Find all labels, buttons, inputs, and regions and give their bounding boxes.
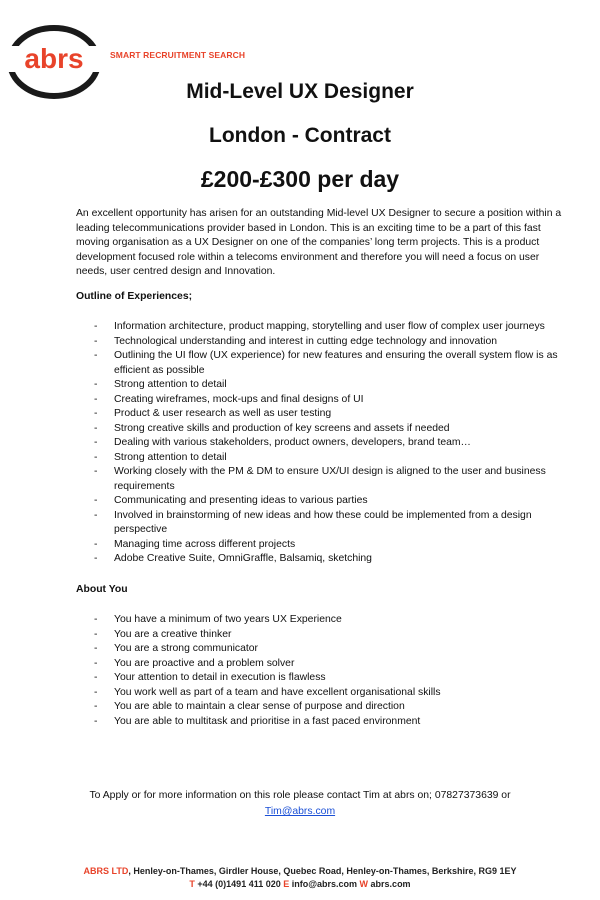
list-item: - Technological understanding and interest in cutting edge technology and innovation	[76, 335, 570, 350]
footer-email-label: E	[283, 879, 290, 889]
job-location: London - Contract	[209, 124, 391, 147]
list-item: - You are a strong communicator	[76, 642, 570, 657]
apply-section	[60, 788, 540, 820]
logo-wordmark: abrs	[24, 43, 84, 74]
list-item: - Product & user research as well as user testing	[76, 407, 570, 422]
job-rate: £200-£300 per day	[200, 166, 400, 192]
job-title: Mid-Level UX Designer	[186, 80, 414, 103]
list-item: - Outlining the UI flow (UX experience) for new features and ensuring the overall system flow is as efficient as possible	[76, 349, 570, 378]
list-item: - Your attention to detail in execution is flawless	[76, 671, 570, 686]
list-item: - Information architecture, product mapping, storytelling and user flow of complex user journeys	[76, 320, 570, 335]
list-item: - Communicating and presenting ideas to various parties	[76, 494, 570, 509]
footer-address-line	[0, 866, 600, 876]
list-item: - Working closely with the PM & DM to ensure UX/UI design is aligned to the user and business requirements	[76, 465, 570, 494]
footer-company: ABRS LTD	[83, 866, 129, 876]
apply-text: To Apply or for more information on this role please contact Tim at abrs on; 07827373639 or	[89, 790, 511, 801]
footer-phone: +44 (0)1491 411 020	[194, 879, 284, 889]
list-item: - Strong attention to detail	[76, 451, 570, 466]
about-list	[76, 613, 570, 729]
list-item: - You work well as part of a team and have excellent organisational skills	[76, 686, 570, 701]
footer-web: abrs.com	[368, 879, 411, 889]
footer-address: , Henley-on-Thames, Girdler House, Quebec Road, Henley-on-Thames, Berkshire, RG9 1EY	[128, 866, 517, 876]
logo-tagline: SMART RECRUITMENT SEARCH	[110, 50, 246, 60]
footer-web-label: W	[359, 879, 369, 889]
contact-email-link[interactable]: Tim@abrs.com	[264, 806, 336, 817]
intro-paragraph: An excellent opportunity has arisen for an outstanding Mid-level UX Designer to secure a position within a leading telecommunications provider based in London. This is an exciting time to be a part of this fast moving organisation as a UX Designer on one of the companies’ long term projects. This is a product development focused role within a telecoms environment and therefore you will need a focus on user needs, user centred design and Innovation.	[76, 208, 562, 277]
list-item: - Strong attention to detail	[76, 378, 570, 393]
list-item: - Strong creative skills and production of key screens and assets if needed	[76, 422, 570, 437]
list-item: - Dealing with various stakeholders, product owners, developers, brand team…	[76, 436, 570, 451]
list-item: - You are proactive and a problem solver	[76, 657, 570, 672]
list-item: - Creating wireframes, mock-ups and final designs of UI	[76, 393, 570, 408]
outline-list	[76, 320, 570, 567]
list-item: - Managing time across different projects	[76, 538, 570, 553]
about-heading: About You	[76, 583, 128, 595]
footer-contact-line	[0, 879, 600, 889]
list-item: - You are able to multitask and prioritise in a fast paced environment	[76, 715, 570, 730]
list-item: - You are able to maintain a clear sense of purpose and direction	[76, 700, 570, 715]
list-item: - Involved in brainstorming of new ideas and how these could be implemented from a design perspective	[76, 509, 570, 538]
footer-phone-label: T	[189, 879, 195, 889]
footer-email: info@abrs.com	[289, 879, 360, 889]
list-item: - You are a creative thinker	[76, 628, 570, 643]
outline-heading: Outline of Experiences;	[76, 290, 193, 302]
job-description	[76, 207, 570, 729]
list-item: - Adobe Creative Suite, OmniGraffle, Balsamiq, sketching	[76, 552, 570, 567]
list-item: - You have a minimum of two years UX Experience	[76, 613, 570, 628]
